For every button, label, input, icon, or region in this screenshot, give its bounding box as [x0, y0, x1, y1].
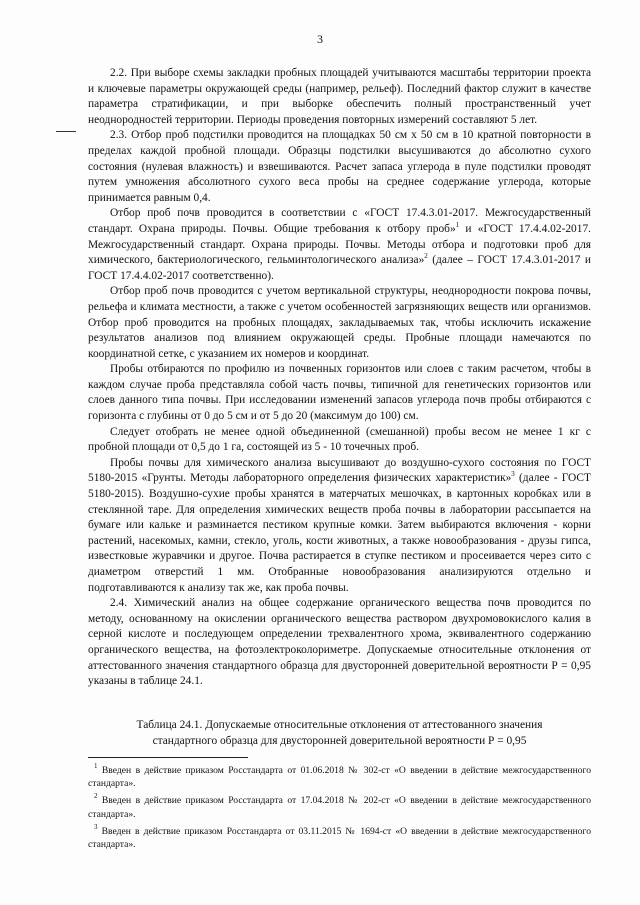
footnotes	[88, 764, 591, 855]
paragraph-2-2: 2.2. При выборе схемы закладки пробных площадей учитываются масштабы территории проекта и ключевые параметры окружающей среды (например, рельеф). Последний фактор служит в качестве параметра стратификации, и при выборке обеспечить полный пространственный учет неоднородностей территории. Периоды проведения повторных измерений составляют 5 лет.	[88, 67, 591, 126]
paragraph-soil-sampling-gost	[88, 206, 591, 284]
table-caption-line: стандартного образца для двусторонней доверительной вероятности Р = 0,95	[152, 734, 527, 747]
footnote-item	[88, 822, 591, 851]
footnote-text: Введен в действие приказом Росстандарта от 17.04.2018 № 202-ст «О введении в действие межгосударственного стандарта».	[88, 795, 591, 820]
footnote-mark: 1	[94, 762, 98, 770]
paragraph-drying	[88, 456, 591, 596]
footnote-item	[88, 794, 591, 820]
footnote-ref[interactable]: 3	[511, 470, 515, 479]
paragraph-text: Отбор проб почв проводится в соответствии с «ГОСТ 17.4.3.01-2017. Межгосударственный стандарт. Охрана природы. Почвы. Общие требования к отбору проб»	[88, 207, 591, 235]
footnote-ref[interactable]: 1	[455, 220, 460, 229]
footnote-text: Введен в действие приказом Росстандарта от 01.06.2018 № 302-ст «О введении в действие межгосударственного стандарта».	[88, 765, 591, 790]
body-text	[88, 66, 591, 690]
page-number: 3	[317, 32, 323, 46]
margin-mark	[56, 131, 76, 132]
footnote-ref[interactable]: 2	[424, 252, 428, 261]
paragraph-sampling-profile: Пробы отбираются по профилю из почвенных горизонтов или слоев с таким расчетом, чтобы в каждом случае проба представляла собой часть почвы, типичной для генетических горизонтов или слоев данного типа почвы. При исследовании изменений запасов углерода почв пробы отбираются с горизонта с глубины от 0 до 5 см и от 5 до 20 (максимум до 100) см.	[88, 363, 591, 423]
footnote-mark: 3	[94, 822, 98, 831]
table-caption-line: Таблица 24.1. Допускаемые относительные отклонения от аттестованного значения	[136, 719, 543, 731]
paragraph-2-3: 2.3. Отбор проб подстилки проводится на площадках 50 см х 50 см в 10 кратной повторности в пределах каждой пробной площади. Образцы подстилки высушиваются до абсолютно сухого состояния (нулевая влажность) и взвешиваются. Расчет запаса углерода в пуле подстилки проводят путем умножения абсолютного сухого веса пробы на среднее содержание углерода, которые принимается равным 0,4.	[88, 129, 591, 204]
table-caption	[88, 718, 591, 749]
footnote-mark: 2	[94, 792, 98, 801]
paragraph-text: Пробы почвы для химического анализа высушивают до воздушно-сухого состояния по ГОСТ 5180-2015 «Грунты. Методы лабораторного определения физических характеристик»	[88, 456, 591, 485]
footnote-text: Введен в действие приказом Росстандарта от 03.11.2015 № 1694-ст «О введении в действие межгосударственного стандарта».	[88, 825, 591, 851]
footnote-item	[88, 764, 591, 790]
paragraph-sampling-structure: Отбор проб почв проводится с учетом вертикальной структуры, неоднородности покрова почвы, рельефа и климата местности, а также с учетом особенностей загрязняющих веществ или организмов. Отбор проб проводится на пробных площадях, закладываемых так, чтобы исключить искажение результатов анализов под влиянием окружающей среды. Пробные площади намечаются по координатной сетке, с указанием их номеров и координат.	[88, 285, 591, 360]
paragraph-text: (далее – ГОСТ 17.4.3.01-2017 и ГОСТ 17.4.4.02-2017 соответственно).	[88, 254, 591, 282]
paragraph-composite-sample: Следует отобрать не менее одной объединенной (смешанной) пробы весом не менее 1 кг с пробной площади от 0,5 до 1 га, состоящей из 5 - 10 точечных проб.	[88, 425, 591, 454]
paragraph-2-4: 2.4. Химический анализ на общее содержание органического вещества почв проводится по методу, основанному на окислении органического вещества раствором двухромовокислого калия в серной кислоте и последующем определении трехвалентного хрома, эквивалентного содержанию органического вещества, на фотоэлектроколориметре. Допускаемые относительные отклонения от аттестованного значения стандартного образца для двусторонней доверительной вероятности Р = 0,95 указаны в таблице 24.1.	[88, 597, 591, 688]
footnote-divider	[88, 757, 248, 758]
paragraph-text: и «ГОСТ 17.4.4.02-2017. Межгосударственный стандарт. Охрана природы. Почвы. Методы отбора и подготовки проб для химического, бактериологического, гельминтологического анализа»	[88, 222, 591, 267]
paragraph-text: (далее - ГОСТ 5180-2015). Воздушно-сухие пробы хранятся в матерчатых мешочках, в картонных коробках или в стеклянной таре. Для определения химических веществ проба почвы в лаборатории рассыпается на бумаге или кальке и разминается пестиком крупные комки. Затем выбираются включения - корни растений, насекомых, камни, стекло, уголь, кости животных, а также новообразования - друзы гипса, известковые журавчики и другое. Почва растирается в ступке пестиком и просеивается через сито с диаметром отверстий 1 мм. Отобранные новообразования анализируются отдельно и подготавливаются к анализу так же, как проба почвы.	[88, 472, 591, 594]
